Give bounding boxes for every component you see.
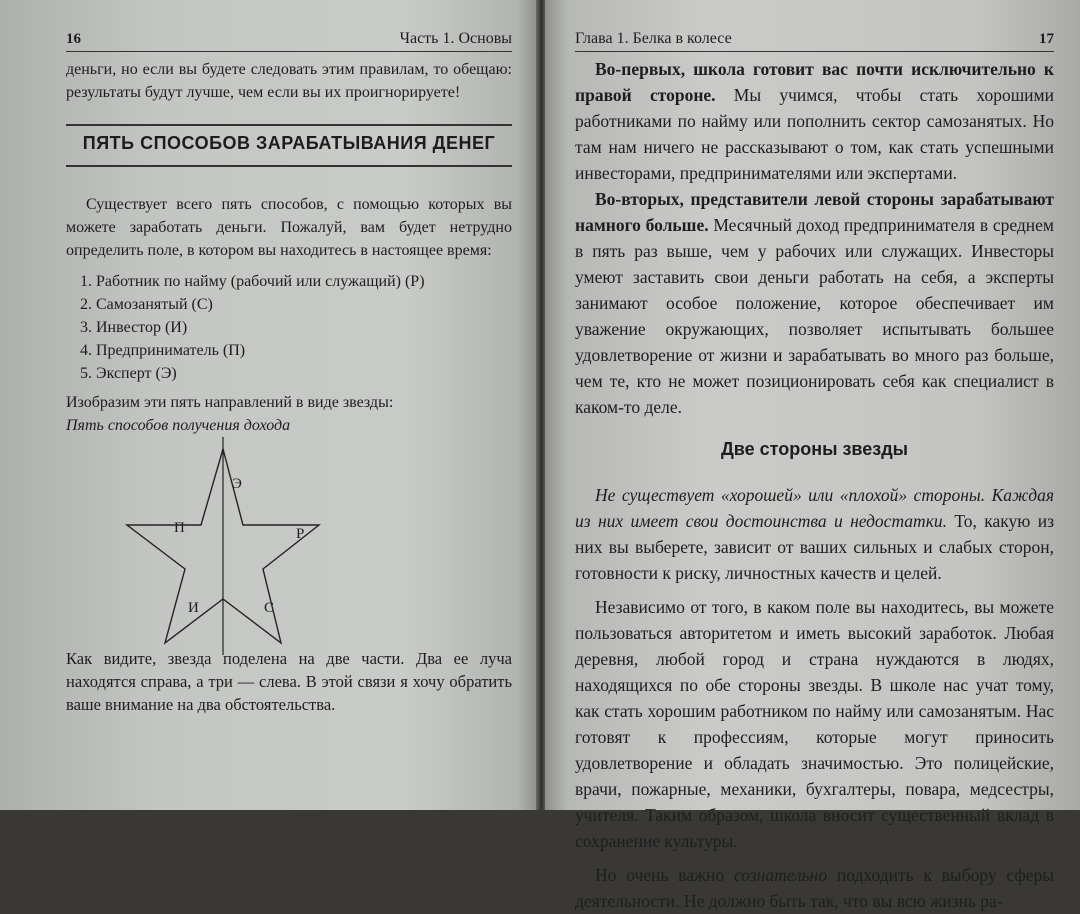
left-running-header: [66, 0, 512, 52]
figure-caption: Пять способов получения дохода: [66, 417, 291, 434]
left-intro-text: деньги, но если вы будете следовать этим правилам, то обещаю: результаты будут лучше, чем если вы их проигнорируете!: [66, 61, 512, 101]
ways-list: [66, 270, 512, 385]
p1-rest: Мы учимся, чтобы стать хорошими работниками по найму или пополнить сектор самозанятых. Но там нам ничего не рассказывают о том, как стать успешными инвесторами, предпринимателями или экспертами.: [575, 85, 1054, 183]
right-paragraph-1: [575, 56, 1054, 186]
left-page: [0, 0, 538, 810]
left-running-head: Часть 1. Основы: [399, 30, 512, 47]
right-page-number: 17: [1039, 31, 1054, 47]
star-label-investor: И: [188, 600, 199, 616]
p2-bold: Во-вторых, представители левой стороны зарабатывают намного больше.: [575, 189, 1054, 235]
right-running-header: [575, 0, 1054, 52]
p3-italic: Не существует «хорошей» или «плохой» стороны. Каждая из них имеет свои достоинства и недостатки.: [575, 485, 1054, 531]
star-label-expert: Э: [232, 476, 242, 492]
left-paragraph-2: Как видите, звезда поделена на две части. Два ее луча находятся справа, а три — слева. В этой связи я хочу обратить ваше внимание на два обстоятельства.: [66, 649, 512, 714]
right-paragraph-3: [575, 482, 1054, 586]
right-section-title: Две стороны звезды: [720, 439, 908, 459]
p3-rest: То, какую из них вы выберете, зависит от ваших сильных и слабых сторон, готовности к риску, личностных качеств и целей.: [575, 511, 1054, 583]
figure-intro: Изобразим эти пять направлений в виде звезды:: [66, 394, 394, 411]
list-item: 5. Эксперт (Э): [80, 365, 177, 382]
left-section-title: ПЯТЬ СПОСОБОВ ЗАРАБАТЫВАНИЯ ДЕНЕГ: [66, 124, 512, 167]
list-item: 2. Самозанятый (С): [80, 296, 213, 313]
p5-rest: подходить к выбору сферы деятельности. Не должно быть так, что вы всю жизнь ра-: [575, 865, 1054, 911]
p2-rest: Месячный доход предпринимателя в среднем в пять раз выше, чем у рабочих или служащих. Инвесторы умеют заставить свои деньги работать на себя, а эксперты занимают особое положение, которое обеспечивает им уважение окружающих, позволяет испытывать большее удовлетворение от жизни и зарабатывать во много раз больше, чем те, кто не может позиционировать себя как специалист в каком-то деле.: [575, 215, 1054, 417]
list-item: 1. Работник по найму (рабочий или служащий) (Р): [80, 273, 425, 290]
right-text: [575, 56, 1054, 914]
star-diagram: [86, 437, 346, 667]
left-page-number: 16: [66, 31, 81, 47]
list-item: 3. Инвестор (И): [80, 319, 188, 336]
star-label-entrepreneur: П: [174, 520, 185, 536]
right-page: [545, 0, 1080, 911]
left-paragraph-1: Существует всего пять способов, с помощью которых вы можете заработать деньги. Пожалуй, вам будет нетрудно определить поле, в котором вы находитесь в настоящее время:: [66, 196, 512, 259]
p5-start: Но очень важно: [595, 865, 734, 885]
star-figure: [86, 437, 512, 647]
right-paragraph-4: Независимо от того, в каком поле вы находитесь, вы можете пользоваться авторитетом и иметь высокий заработок. Любая деревня, любой город и страна нуждаются в людях, находящихся по обе стороны звезды. В школе нас учат тому, как стать хорошим работником по найму или самозанятым. Нас готовят к профессиям, которые могут приносить удовлетворение и обладать значимостью. Это полицейские, врачи, пожарные, механики, бухгалтеры, повара, медсестры, учителя. Таким образом, школа вносит существенный вклад в сохранение культуры.: [575, 597, 1054, 851]
right-running-head: Глава 1. Белка в колесе: [575, 30, 732, 47]
right-paragraph-5: [575, 862, 1054, 914]
left-text: [66, 58, 512, 716]
star-label-self-employed: С: [264, 600, 275, 616]
list-item: 4. Предприниматель (П): [80, 342, 246, 359]
p5-italic: сознательно: [733, 865, 828, 885]
right-paragraph-2: [575, 186, 1054, 420]
p1-bold: Во-первых, школа готовит вас почти исключительно к правой стороне.: [575, 59, 1054, 105]
star-label-employee: Р: [296, 526, 305, 542]
